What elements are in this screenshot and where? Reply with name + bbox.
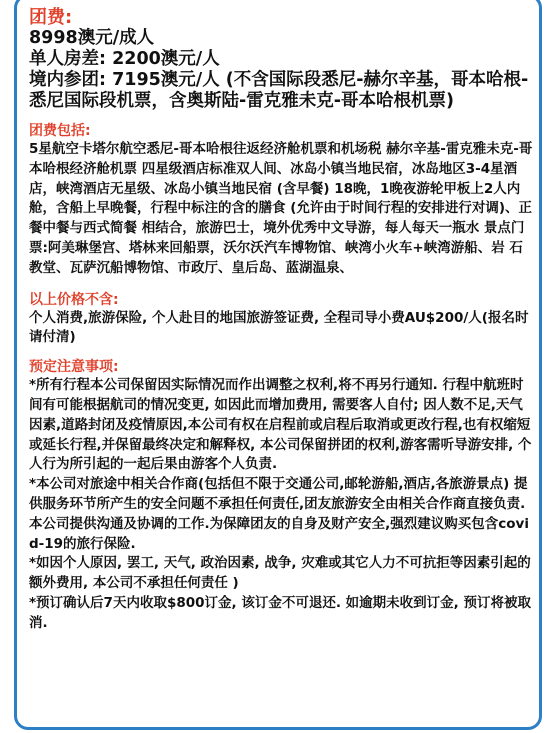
spacer [29, 348, 535, 358]
adult-price: 8998澳元/成人 [29, 28, 155, 48]
booking-notes-title: 预定注意事项: [29, 359, 119, 376]
spacer [29, 112, 535, 122]
excludes-title: 以上价格不含: [29, 291, 119, 308]
booking-note-paragraph: *所有行程本公司保留因实际情况而作出调整之权利,将不再另行通知. 行程中航班时间有可能根据航司的情况变更, 如因此而增加费用, 需要客人自付; 因人数不足,天气因素,道路封闭及疫情原因,本公司有权在启程前或启程后取消或更改行程,也有权缩短或延长行程,并保留最终决定和解释权, 本公司保留拼团的权利,游客需听导游安排, 个人行为所引起的一起后果由游客个人负责. [29, 377, 532, 473]
booking-note-paragraph: *如因个人原因, 罢工, 天气, 政治因素, 战争, 灾难或其它人力不可抗拒等因素引起的额外费用, 本公司不承担任何责任 ) [29, 555, 531, 592]
tour-info-card [14, 0, 542, 730]
fee-title: 团费: [29, 7, 73, 28]
includes-text: 5星航空卡塔尔航空悉尼-哥本哈根往返经济舱机票和机场税 赫尔辛基-雷克雅未克-哥本哈根经济舱机票 四星级酒店标准双人间、冰岛小镇当地民宿，冰岛地区3-4星酒店，峡湾酒店无星级、冰岛小镇当地民宿 (含早餐) 18晚，1晚夜游轮甲板上2人内舱，含船上早晚餐，行程中标注的含的膳食 (允许由于时间行程的安排进行对调)、正餐中餐与西式简餐 相结合，旅游巴士，境外优秀中文导游，每人每天一瓶水 景点门票:阿美琳堡宫、塔林来回船票，沃尔沃汽车博物馆、峡湾小火车+峡湾游船、岩 石教堂、瓦萨沉船博物馆、市政厅、皇后岛、蓝湖温泉、 [29, 141, 533, 276]
excludes-section [29, 291, 535, 349]
tour-info-content [29, 7, 535, 634]
booking-notes-section [29, 358, 535, 633]
spacer [29, 279, 535, 291]
booking-note-paragraph: *本公司对旅途中相关合作商(包括但不限于交通公司,邮轮游船,酒店,各旅游景点) 提供服务环节所产生的安全问题不承担任何责任,团友旅游安全由相关合作商直接负责.本公司提供沟通及协调的工作.为保障团友的自身及财产安全,强烈建议购买包含covid-19的旅行保险. [29, 476, 529, 552]
includes-section [29, 122, 535, 279]
excludes-text: 个人消费,旅游保险, 个人赴目的地国旅游签证费, 全程司导小费AU$200/人(报名时请付清) [29, 309, 529, 346]
includes-title: 团费包括: [29, 123, 91, 139]
fee-section [29, 7, 535, 112]
booking-note-paragraph: *预订确认后7天内收取$800订金, 该订金不可退还. 如逾期未收到订金, 预订将被取消. [29, 594, 532, 631]
land-tour-price: 境内参团: 7195澳元/人 (不含国际段悉尼-赫尔辛基，哥本哈根-悉尼国际段机票，含奥斯陆-雷克雅未克-哥本哈根机票) [29, 70, 529, 111]
single-supplement-price: 单人房差: 2200澳元/人 [29, 49, 220, 69]
